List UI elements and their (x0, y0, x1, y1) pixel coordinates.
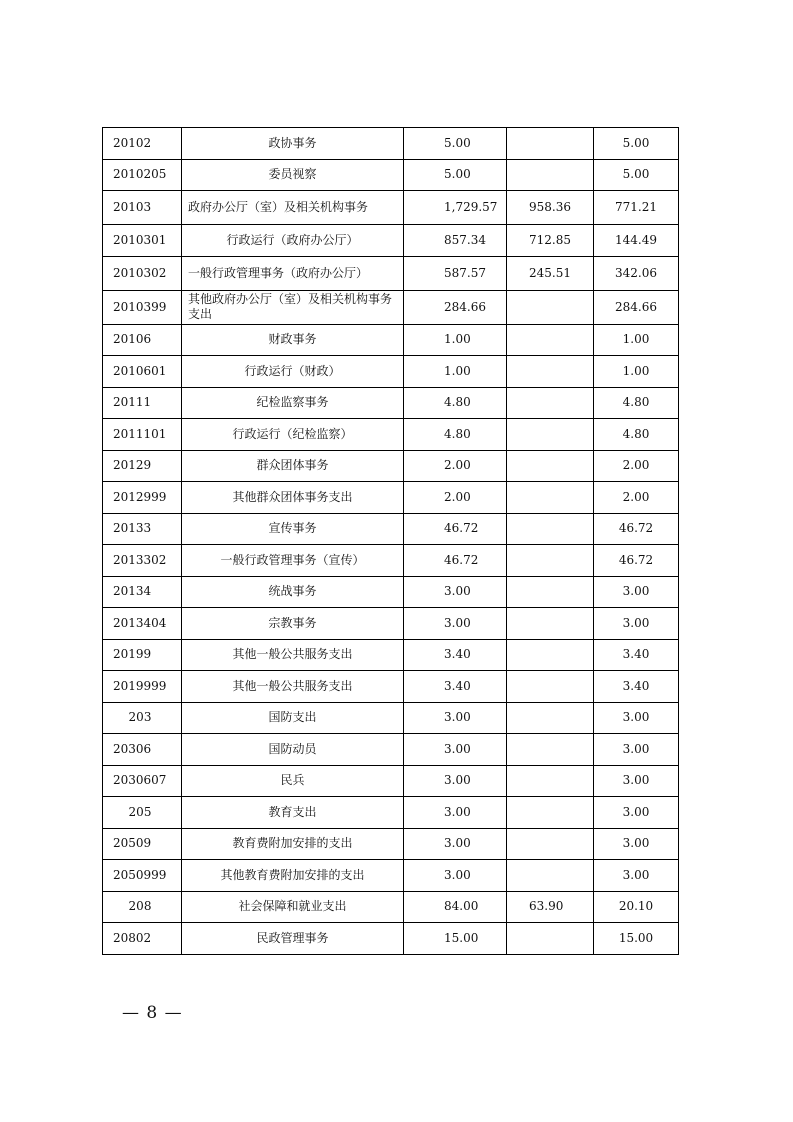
cell-basic (507, 387, 594, 419)
cell-code: 20802 (103, 923, 182, 955)
table-row (103, 545, 679, 577)
cell-total: 15.00 (404, 923, 507, 955)
cell-code: 20111 (103, 387, 182, 419)
cell-project: 284.66 (594, 290, 679, 324)
cell-total: 1.00 (404, 356, 507, 388)
cell-code: 2010302 (103, 256, 182, 290)
cell-project: 144.49 (594, 225, 679, 257)
cell-total: 5.00 (404, 128, 507, 160)
cell-total: 284.66 (404, 290, 507, 324)
cell-project: 5.00 (594, 128, 679, 160)
cell-name: 社会保障和就业支出 (182, 891, 404, 923)
cell-project: 15.00 (594, 923, 679, 955)
cell-project: 1.00 (594, 324, 679, 356)
cell-total: 2.00 (404, 450, 507, 482)
cell-code: 2010601 (103, 356, 182, 388)
table-row (103, 702, 679, 734)
table-row (103, 225, 679, 257)
cell-name: 国防支出 (182, 702, 404, 734)
cell-basic (507, 545, 594, 577)
cell-name: 其他教育费附加安排的支出 (182, 860, 404, 892)
cell-project: 3.00 (594, 860, 679, 892)
cell-code: 20509 (103, 828, 182, 860)
cell-total: 46.72 (404, 513, 507, 545)
cell-project: 3.00 (594, 797, 679, 829)
cell-project: 20.10 (594, 891, 679, 923)
cell-name: 其他一般公共服务支出 (182, 639, 404, 671)
cell-code: 2050999 (103, 860, 182, 892)
cell-basic (507, 671, 594, 703)
cell-total: 3.00 (404, 702, 507, 734)
cell-code: 2010301 (103, 225, 182, 257)
cell-total: 4.80 (404, 419, 507, 451)
cell-basic (507, 860, 594, 892)
cell-project: 3.00 (594, 702, 679, 734)
cell-project: 3.00 (594, 608, 679, 640)
cell-code: 203 (103, 702, 182, 734)
cell-basic (507, 828, 594, 860)
table-row (103, 482, 679, 514)
table-row (103, 608, 679, 640)
cell-total: 3.00 (404, 608, 507, 640)
cell-name: 国防动员 (182, 734, 404, 766)
table-row (103, 387, 679, 419)
table-row (103, 450, 679, 482)
cell-code: 20129 (103, 450, 182, 482)
cell-basic (507, 734, 594, 766)
cell-total: 5.00 (404, 159, 507, 191)
cell-name: 行政运行（财政） (182, 356, 404, 388)
cell-name: 一般行政管理事务（政府办公厅） (182, 256, 404, 290)
cell-total: 1.00 (404, 324, 507, 356)
cell-project: 3.00 (594, 734, 679, 766)
cell-name: 行政运行（纪检监察） (182, 419, 404, 451)
table-row (103, 419, 679, 451)
cell-total: 3.00 (404, 797, 507, 829)
cell-code: 2013302 (103, 545, 182, 577)
cell-name: 政府办公厅（室）及相关机构事务 (182, 191, 404, 225)
cell-code: 205 (103, 797, 182, 829)
cell-basic: 712.85 (507, 225, 594, 257)
cell-name: 群众团体事务 (182, 450, 404, 482)
cell-basic (507, 159, 594, 191)
cell-project: 771.21 (594, 191, 679, 225)
cell-basic (507, 356, 594, 388)
table-row (103, 734, 679, 766)
cell-code: 2011101 (103, 419, 182, 451)
cell-project: 3.00 (594, 828, 679, 860)
cell-total: 3.00 (404, 576, 507, 608)
cell-name: 其他一般公共服务支出 (182, 671, 404, 703)
table-row (103, 159, 679, 191)
cell-code: 20102 (103, 128, 182, 160)
table-row (103, 639, 679, 671)
cell-basic: 63.90 (507, 891, 594, 923)
cell-name: 委员视察 (182, 159, 404, 191)
cell-total: 4.80 (404, 387, 507, 419)
cell-basic: 245.51 (507, 256, 594, 290)
cell-name: 民政管理事务 (182, 923, 404, 955)
cell-basic (507, 765, 594, 797)
cell-basic (507, 797, 594, 829)
cell-project: 46.72 (594, 513, 679, 545)
table-row (103, 356, 679, 388)
cell-total: 3.40 (404, 671, 507, 703)
table-row (103, 290, 679, 324)
cell-name: 其他群众团体事务支出 (182, 482, 404, 514)
cell-name: 其他政府办公厅（室）及相关机构事务支出 (182, 290, 404, 324)
cell-basic (507, 513, 594, 545)
cell-total: 84.00 (404, 891, 507, 923)
cell-basic (507, 702, 594, 734)
cell-code: 20133 (103, 513, 182, 545)
cell-basic (507, 482, 594, 514)
cell-basic (507, 639, 594, 671)
table-row (103, 256, 679, 290)
cell-project: 4.80 (594, 419, 679, 451)
table-row (103, 671, 679, 703)
cell-total: 3.00 (404, 860, 507, 892)
table-row (103, 576, 679, 608)
cell-code: 20306 (103, 734, 182, 766)
page-number: — 8 — (122, 1003, 183, 1023)
cell-project: 1.00 (594, 356, 679, 388)
cell-total: 857.34 (404, 225, 507, 257)
cell-basic (507, 576, 594, 608)
cell-code: 2030607 (103, 765, 182, 797)
cell-basic (507, 608, 594, 640)
table-row (103, 324, 679, 356)
cell-code: 2019999 (103, 671, 182, 703)
table-row (103, 891, 679, 923)
table-row (103, 797, 679, 829)
cell-project: 3.40 (594, 639, 679, 671)
cell-project: 2.00 (594, 450, 679, 482)
cell-project: 3.00 (594, 765, 679, 797)
cell-total: 46.72 (404, 545, 507, 577)
budget-expenditure-table (102, 127, 679, 955)
cell-project: 342.06 (594, 256, 679, 290)
cell-total: 3.00 (404, 828, 507, 860)
cell-code: 20106 (103, 324, 182, 356)
cell-code: 2012999 (103, 482, 182, 514)
cell-code: 2010399 (103, 290, 182, 324)
cell-basic (507, 290, 594, 324)
cell-code: 20103 (103, 191, 182, 225)
table-row (103, 828, 679, 860)
cell-name: 宗教事务 (182, 608, 404, 640)
table-row (103, 513, 679, 545)
table-row (103, 923, 679, 955)
cell-name: 宣传事务 (182, 513, 404, 545)
cell-total: 2.00 (404, 482, 507, 514)
table-row (103, 128, 679, 160)
cell-total: 3.00 (404, 765, 507, 797)
cell-total: 587.57 (404, 256, 507, 290)
cell-project: 2.00 (594, 482, 679, 514)
cell-project: 3.40 (594, 671, 679, 703)
cell-name: 财政事务 (182, 324, 404, 356)
cell-total: 3.40 (404, 639, 507, 671)
cell-project: 4.80 (594, 387, 679, 419)
cell-total: 3.00 (404, 734, 507, 766)
cell-code: 2013404 (103, 608, 182, 640)
cell-name: 纪检监察事务 (182, 387, 404, 419)
cell-name: 一般行政管理事务（宣传） (182, 545, 404, 577)
table-row (103, 191, 679, 225)
cell-name: 统战事务 (182, 576, 404, 608)
cell-project: 5.00 (594, 159, 679, 191)
cell-project: 3.00 (594, 576, 679, 608)
table-row (103, 860, 679, 892)
cell-code: 20199 (103, 639, 182, 671)
cell-code: 208 (103, 891, 182, 923)
cell-basic (507, 450, 594, 482)
cell-name: 教育费附加安排的支出 (182, 828, 404, 860)
cell-code: 2010205 (103, 159, 182, 191)
cell-basic (507, 128, 594, 160)
cell-project: 46.72 (594, 545, 679, 577)
cell-name: 行政运行（政府办公厅） (182, 225, 404, 257)
cell-basic (507, 324, 594, 356)
table-row (103, 765, 679, 797)
cell-basic: 958.36 (507, 191, 594, 225)
cell-total: 1,729.57 (404, 191, 507, 225)
cell-name: 政协事务 (182, 128, 404, 160)
cell-name: 民兵 (182, 765, 404, 797)
cell-name: 教育支出 (182, 797, 404, 829)
table-body (103, 128, 679, 955)
cell-basic (507, 419, 594, 451)
cell-code: 20134 (103, 576, 182, 608)
cell-basic (507, 923, 594, 955)
